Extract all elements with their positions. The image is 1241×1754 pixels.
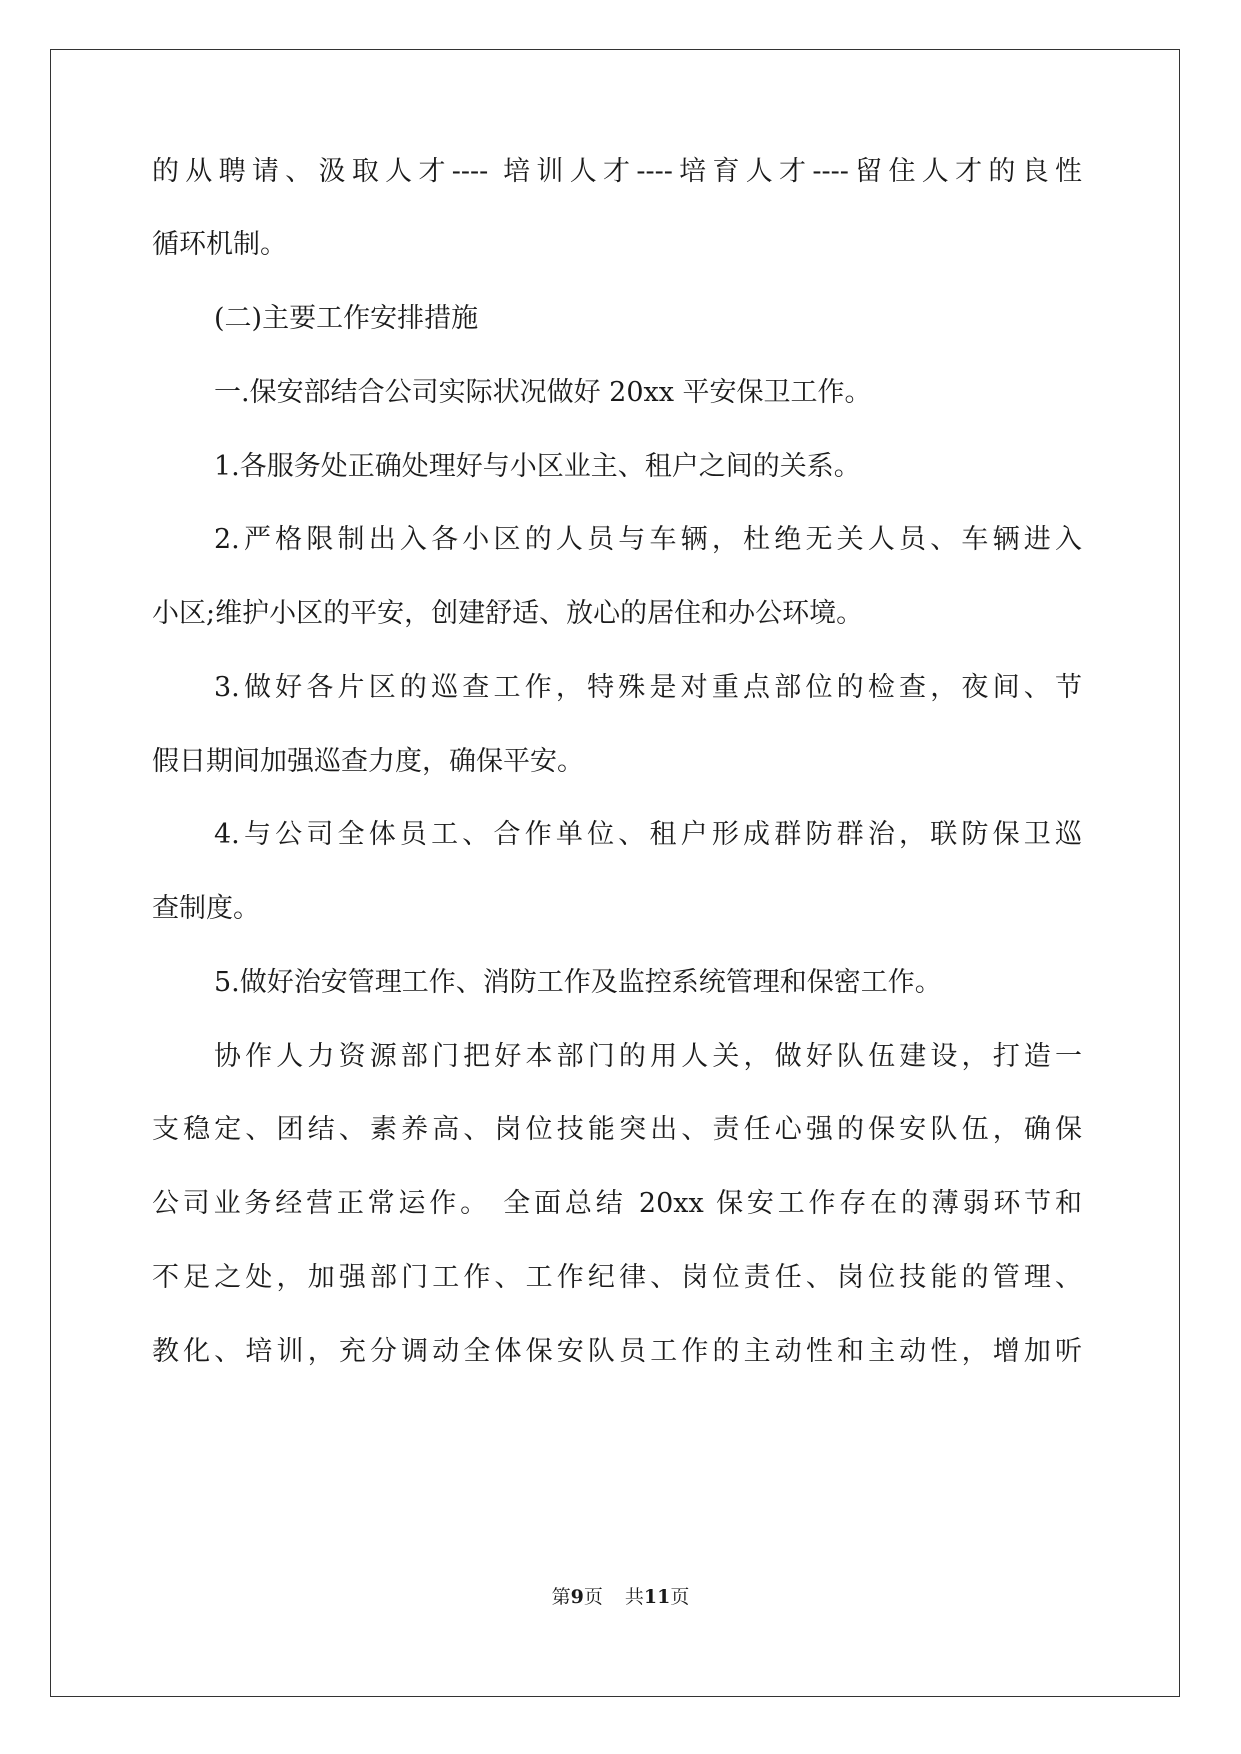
- list-item: 1.各服务处正确处理好与小区业主、租户之间的关系。: [214, 451, 861, 482]
- text-line: 循环机制。: [152, 229, 287, 260]
- text-line: 支稳定、团结、素养高、岗位技能突出、责任心强的保安队伍，确保: [152, 1114, 1082, 1145]
- text-line: 小区;维护小区的平安，创建舒适、放心的居住和办公环境。: [152, 598, 864, 629]
- footer-page-prefix: 第: [551, 1586, 571, 1608]
- page-footer: [0, 1585, 1241, 1609]
- section-heading: (二)主要工作安排措施: [214, 303, 479, 334]
- page-number: 9: [570, 1586, 584, 1608]
- text-line: 的从聘请、汲取人才---- 培训人才----培育人才----留住人才的良性: [152, 156, 1082, 187]
- text-line: 不足之处，加强部门工作、工作纪律、岗位责任、岗位技能的管理、: [152, 1262, 1082, 1293]
- footer-page-suffix: 页: [583, 1586, 603, 1608]
- list-item: 2.严格限制出入各小区的人员与车辆，杜绝无关人员、车辆进入: [214, 524, 1082, 555]
- text-line: 假日期间加强巡查力度，确保平安。: [152, 746, 584, 777]
- text-line: 查制度。: [152, 893, 260, 924]
- text-line: 一.保安部结合公司实际状况做好 20xx 平安保卫工作。: [214, 377, 872, 408]
- text-line: 公司业务经营正常运作。 全面总结 20xx 保安工作存在的薄弱环节和: [152, 1188, 1082, 1219]
- list-item: 3.做好各片区的巡查工作，特殊是对重点部位的检查，夜间、节: [214, 672, 1082, 703]
- text-line: 教化、培训，充分调动全体保安队员工作的主动性和主动性，增加听: [152, 1336, 1082, 1367]
- list-item: 5.做好治安管理工作、消防工作及监控系统管理和保密工作。: [214, 967, 942, 998]
- list-item: 4.与公司全体员工、合作单位、租户形成群防群治，联防保卫巡: [214, 819, 1082, 850]
- text-line: 协作人力资源部门把好本部门的用人关，做好队伍建设，打造一: [214, 1041, 1082, 1072]
- footer-total-suffix: 页: [670, 1586, 690, 1608]
- footer-total-prefix: 共: [624, 1586, 644, 1608]
- total-pages: 11: [643, 1586, 671, 1608]
